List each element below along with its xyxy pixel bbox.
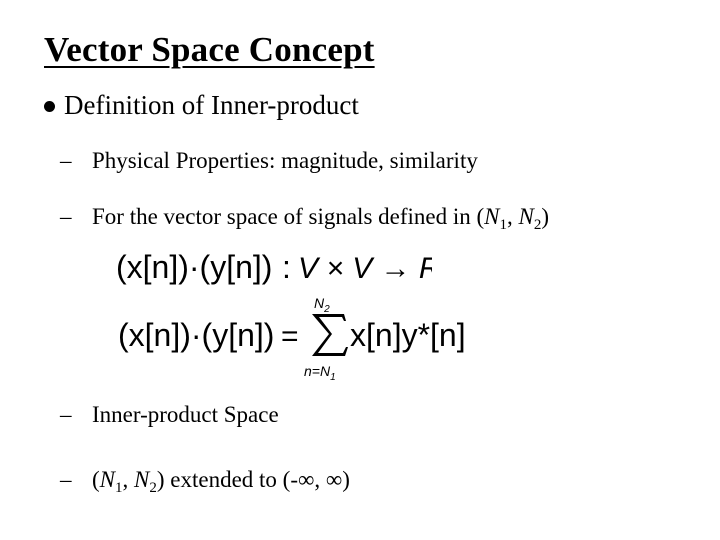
equation-lhs: (x[n])·(y[n]) — [116, 249, 273, 285]
equation-colon: : — [282, 249, 291, 285]
sub-item-text: Physical Properties: magnitude, similarity — [92, 148, 478, 173]
dash-marker: – — [60, 467, 72, 492]
dash-marker: – — [60, 148, 72, 173]
bullet-definition — [44, 90, 359, 121]
equation-mapping-text: V × V → R — [298, 252, 432, 285]
summation-icon — [312, 314, 348, 356]
equation-inner-product — [118, 296, 478, 391]
sub-item-extension — [60, 467, 350, 496]
sum-lower-limit: $n=N_1$ — [304, 363, 336, 383]
bullet-text: Definition of Inner-product — [64, 90, 359, 120]
bullet-dot-icon — [44, 101, 55, 112]
slide-title: Vector Space Concept — [44, 30, 375, 69]
equation-summand: x[n]y*[n] — [350, 317, 466, 353]
sub-item-text: ($N_1$, $N_2$) extended to (-∞, ∞) — [92, 467, 350, 496]
sum-upper-limit: $N_2$ — [314, 296, 330, 315]
sub-item-inner-product-space — [60, 402, 279, 428]
sub-item-text: For the vector space of signals defined in ($N_1$, $N_2$) — [92, 204, 550, 233]
equation-mapping — [112, 244, 432, 295]
sub-item-text: Inner-product Space — [92, 402, 279, 427]
dash-marker: – — [60, 204, 72, 229]
equation-equals: = — [281, 320, 299, 353]
sub-item-properties — [60, 148, 478, 174]
sub-item-vector-space — [60, 204, 550, 233]
equation-lhs: (x[n])·(y[n]) — [118, 317, 275, 353]
dash-marker: – — [60, 402, 72, 427]
